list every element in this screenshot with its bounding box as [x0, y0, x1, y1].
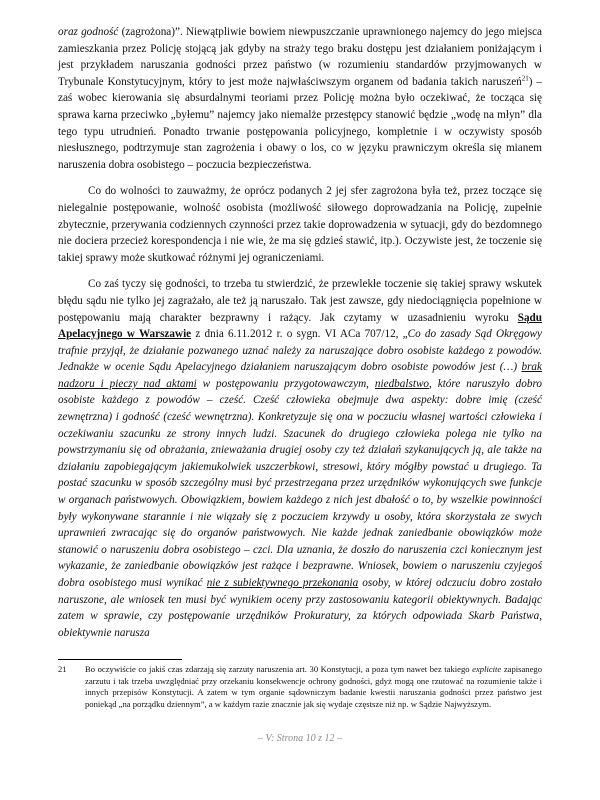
footnote-ref[interactable]: 21	[521, 74, 529, 83]
court-name: Sądu Apelacyjnego w Warszawie	[58, 311, 542, 341]
underlined-phrase: nie z subiektywnego przekonania	[206, 577, 359, 589]
paragraph-1: oraz godność (zagrożona)”. Niewątpliwie bowiem niewpuszczanie uprawnionego najemcy do jego miejsca zamieszkania przez Policję stojącą jak gdyby na straży tego braku dostępu jest działaniem poniżającym i jest przykładem naruszania godności przez państwo (w rozumieniu standardów przyjmowanych w Trybunale Konstytucyjnym, który to jest może najwłaściwszym organem od badania takich naruszeń$^{21}$) – zaś wobec kierowania się absurdalnymi teoriami przez Policję można było oczekiwać, że tocząca się sprawa karna przeciwko „byłemu” najemcy jako niemalże przestępcy stanowić będzie „wodę na młyn” dla tego typu utrudnień. Ponadto trwanie postępowania policyjnego, kompletnie i w oczywisty sposób niesłusznego, podtrzymuje stan zagrożenia i obawy o los, co w języku prawniczym określa się mianem naruszenia dobra osobistego – poczucia bezpieczeństwa.	[58, 26, 542, 171]
italic-phrase: oraz godność	[58, 26, 119, 38]
underlined-phrase: brak nadzoru i pieczy nad aktami	[58, 361, 542, 390]
footnote-separator	[58, 659, 182, 660]
page-footer: – V: Strona 10 z 12 –	[258, 733, 342, 744]
footnote-italic: explicite	[472, 664, 502, 674]
paragraph-3: Co zaś tyczy się godności, to trzeba tu stwierdzić, że przewlekłe toczenie się takiej sprawy wskutek błędu sądu nie tylko jej zagrażało, ale też ją naruszało. Tak jest zawsze, gdy niedociągnięcia popełnione w postępowaniu mają charakter bezprawny i rażący. Jak czytamy w uzasadnieniu wyroku Sądu Apelacyjnego w Warszawie z dnia 6.11.2012 r. o sygn. VI ACa 707/12, „Co do zasady Sąd Okręgowy trafnie przyjął, że działanie pozwanego uznać należy za naruszające dobro osobiste każdego z powodów. Jednakże w ocenie Sądu Apelacyjnego działaniem naruszającym dobro osobiste powodów jest (…) brak nadzoru i pieczy nad aktami w postępowaniu przygotowawczym, niedbalstwo, które naruszyło dobro osobiste każdego z powodów – cześć. Cześć człowieka obejmuje dwa aspekty: dobre imię (cześć zewnętrzna) i godność (cześć wewnętrzna). Konkretyzuje się ona w poczuciu własnej wartości człowieka i oczekiwaniu szacunku ze strony innych ludzi. Szacunek do drugiego człowieka polega nie tylko na powstrzymaniu się od obrażania, znieważania drugiej osoby czy też działań szykanujących ją, ale także na działaniu zapobiegającym jakiemukolwiek uszczerbkowi, stresowi, który mógłby powstać u drugiego. Ta postać szacunku w sposób szczególny musi być przestrzegana przez urzędników wykonujących swe funkcje w organach państwowych. Obowiązkiem, bowiem każdego z nich jest dbałość o to, by wszelkie powinności były wykonywane starannie i nie wiązały się z poczuciem krzywdy u osoby, która skorzystała ze swych uprawnień zwracając się do organów państwowych. Nie każde jednak zaniedbanie obowiązków może stanowić o naruszeniu dobra osobistego – czci. Dla uznania, że doszło do naruszenia czci koniecznym jest wykazanie, że zaniedbanie obowiązków jest rażące i bezprawne. Wniosek, bowiem o naruszeniu czyjegoś dobra osobistego musi wynikać nie z subiektywnego przekonania osoby, w której odczuciu dobro zostało naruszone, ale wniosek ten musi być wynikiem oceny przy zastosowaniu kategorii obiektywnych. Badając zatem w sprawie, czy postępowanie urzędników Prokuratury, za których odpowiada Skarb Państwa, obiektywnie narusza	[58, 278, 542, 639]
footnote	[58, 664, 542, 710]
quote-text: Co do zasady Sąd Okręgowy trafnie przyjął, że działanie pozwanego uznać należy za naruszające dobro osobiste każdego z powodów. Jednakże w ocenie Sądu Apelacyjnego działaniem naruszającym dobro osobiste powodów jest (…) brak nadzoru i pieczy nad aktami w postępowaniu przygotowawczym, niedbalstwo, które naruszyło dobro osobiste każdego z powodów – cześć. Cześć człowieka obejmuje dwa aspekty: dobre imię (cześć zewnętrzna) i godność (cześć wewnętrzna). Konkretyzuje się ona w poczuciu własnej wartości człowieka i oczekiwaniu szacunku ze strony innych ludzi. Szacunek do drugiego człowieka polega nie tylko na powstrzymaniu się od obrażania, znieważania drugiej osoby czy też działań szykanujących ją, ale także na działaniu zapobiegającym jakiemukolwiek uszczerbkowi, stresowi, który mógłby powstać u drugiego. Ta postać szacunku w sposób szczególny musi być przestrzegana przez urzędników wykonujących swe funkcje w organach państwowych. Obowiązkiem, bowiem każdego z nich jest dbałość o to, by wszelkie powinności były wykonywane starannie i nie wiązały się z poczuciem krzywdy u osoby, która skorzystała ze swych uprawnień zwracając się do organów państwowych. Nie każde jednak zaniedbanie obowiązków może stanowić o naruszeniu dobra osobistego – czci. Dla uznania, że doszło do naruszenia czci koniecznym jest wykazanie, że zaniedbanie obowiązków jest rażące i bezprawne. Wniosek, bowiem o naruszeniu czyjegoś dobra osobistego musi wynikać nie z subiektywnego przekonania osoby, w której odczuciu dobro zostało naruszone, ale wniosek ten musi być wynikiem oceny przy zastosowaniu kategorii obiektywnych. Badając zatem w sprawie, czy postępowanie urzędników Prokuratury, za których odpowiada Skarb Państwa, obiektywnie narusza	[58, 328, 542, 639]
underlined-phrase: niedbalstwo	[374, 377, 429, 390]
document-body	[58, 24, 542, 651]
paragraph-2: Co do wolności to zauważmy, że oprócz podanych 2 jej sfer zagrożona była też, przez toczące się nielegalnie postępowanie, wolność osobista (możliwość siłowego doprowadzania na Policję, zupełnie zbytecznie, przerywania codziennych czynności przez takie doprowadzenia w sytuacji, gdy do bezdomnego nie dociera przecież korespondencja i nie wie, że ma się gdzieś stawić, itp.). Oczywiste jest, że toczenie się takiej sprawy może skutkować różnymi jej ograniczeniami.	[58, 185, 542, 264]
footnote-number: 21	[58, 664, 67, 674]
footnote-text: Bo oczywiście co jakiś czas zdarzają się zarzuty naruszenia art. 30 Konstytucji, a poza tym nawet bez takiego explicite zapisanego zarzutu i tak trzeba uwzględniać przy orzekaniu konsekwencje ochrony godności, gdyż mogą one rzutować na rozumienie także i innych przepisów Konstytucji. A zatem w tym organie sądowniczym badanie kwestii naruszania godności przez państwo jest poniekąd „na porządku dziennym”, a w każdym razie znacznie jak się wydaje częstsze niż np. w Sądzie Najwyższym.	[85, 664, 543, 709]
